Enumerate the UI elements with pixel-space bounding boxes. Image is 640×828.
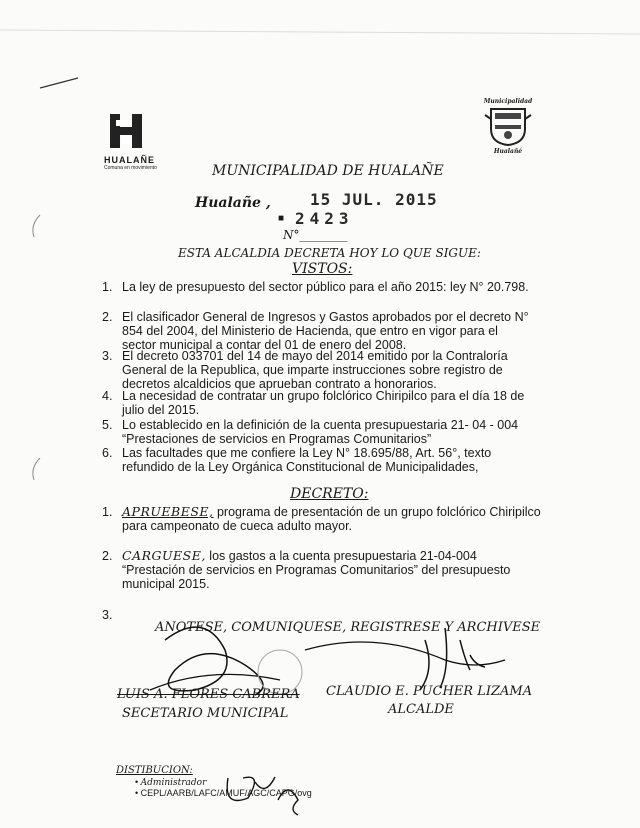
vistos-item-number: 5. bbox=[102, 418, 113, 432]
number-stamp: 2423 bbox=[295, 209, 354, 228]
bullet-icon: • bbox=[135, 788, 139, 798]
vistos-item-text: La ley de presupuesto del sector público para el año 2015: ley N° 20.798. bbox=[122, 280, 529, 294]
decreto-item-lead: CARGUESE, bbox=[122, 548, 206, 563]
decreto-item-lead: APRUEBESE, bbox=[122, 504, 214, 519]
distribution-item bbox=[135, 777, 206, 788]
closing-text: ANOTESE, COMUNIQUESE, REGISTRESE Y ARCHIVESE bbox=[155, 620, 541, 635]
date-stamp: 15 JUL. 2015 bbox=[310, 190, 438, 209]
distribution-item-text: Administrador bbox=[140, 778, 207, 788]
vistos-item-text: El decreto 033701 del 14 de mayo del 2014 emitido por la Contraloría General de la Republica, que imparte instrucciones sobre registro de decretos alcaldicios que aprueban contrato a honorarios. bbox=[122, 349, 508, 391]
vistos-item-text: Lo establecido en la definición de la cuenta presupuestaria 21- 04 - 004 “Prestaciones de servicios en Programas Comunitarios” bbox=[122, 418, 519, 446]
decreto-item-text: programa de presentación de un grupo folclórico Chiripilco para campeonato de cueca adulto mayor. bbox=[122, 505, 541, 533]
vistos-item-number: 6. bbox=[102, 446, 113, 460]
bullet-icon: • bbox=[135, 777, 139, 787]
vistos-item-number: 4. bbox=[102, 389, 113, 403]
vistos-item-text: El clasificador General de Ingresos y Gastos aprobados por el decreto N° 854 del 2004, del Ministerio de Hacienda, que entro en vigor para el sector municipal a contar del 01 de enero del 2008. bbox=[122, 310, 529, 352]
vistos-item-text: Las facultades que me confiere la Ley N° 18.695/88, Art. 56°, texto refundido de la Ley Orgánica Constitucional de Municipalidades, bbox=[122, 446, 492, 474]
right-signer-name: CLAUDIO E. PUCHER LIZAMA bbox=[326, 684, 533, 699]
number-label: N°________ bbox=[283, 228, 348, 242]
vistos-item-number: 2. bbox=[102, 310, 113, 324]
vistos-item-number: 3. bbox=[102, 349, 113, 363]
left-signer-name: LUIS A. FLORES CABRERA bbox=[117, 687, 300, 702]
decreto-item-text: los gastos a la cuenta presupuestaria 21-04-004 “Prestación de servicios en Programas Comunitarios” del presupuesto municipal 2015. bbox=[122, 549, 511, 591]
seal-bottom-text: Hualañé bbox=[493, 148, 523, 155]
left-signer-title: SECETARIO MUNICIPAL bbox=[122, 706, 289, 721]
place-label: Hualañe , bbox=[195, 195, 271, 211]
document-title: MUNICIPALIDAD DE HUALAÑE bbox=[212, 163, 444, 179]
distribution-title: DISTIBUCION: bbox=[116, 765, 193, 776]
number-stamp-mark: ■ bbox=[278, 213, 285, 224]
distribution-item-text: CEPL/AARB/LAFC/AMUF/AGC/CAPG/ovg bbox=[140, 788, 312, 798]
seal-top-text: Municipalidad bbox=[483, 98, 533, 105]
right-signer-title: ALCALDE bbox=[388, 702, 454, 717]
decreto-item-number: 1. bbox=[102, 505, 113, 519]
decreto-title: DECRETO: bbox=[290, 486, 369, 502]
vistos-title: VISTOS: bbox=[292, 261, 353, 277]
vistos-item-number: 1. bbox=[102, 280, 113, 294]
vistos-item-text: La necesidad de contratar un grupo folclórico Chiripilco para el día 18 de julio del 2015. bbox=[122, 389, 525, 417]
logo-tagline: Comuna en movimiento bbox=[104, 165, 157, 171]
distribution-item bbox=[135, 788, 312, 798]
logo-text: HUALAÑE bbox=[104, 155, 155, 165]
decreto-item-number: 2. bbox=[102, 549, 113, 563]
decreto-item-number: 3. bbox=[102, 608, 113, 622]
intro-text: ESTA ALCALDIA DECRETA HOY LO QUE SIGUE: bbox=[178, 246, 481, 260]
